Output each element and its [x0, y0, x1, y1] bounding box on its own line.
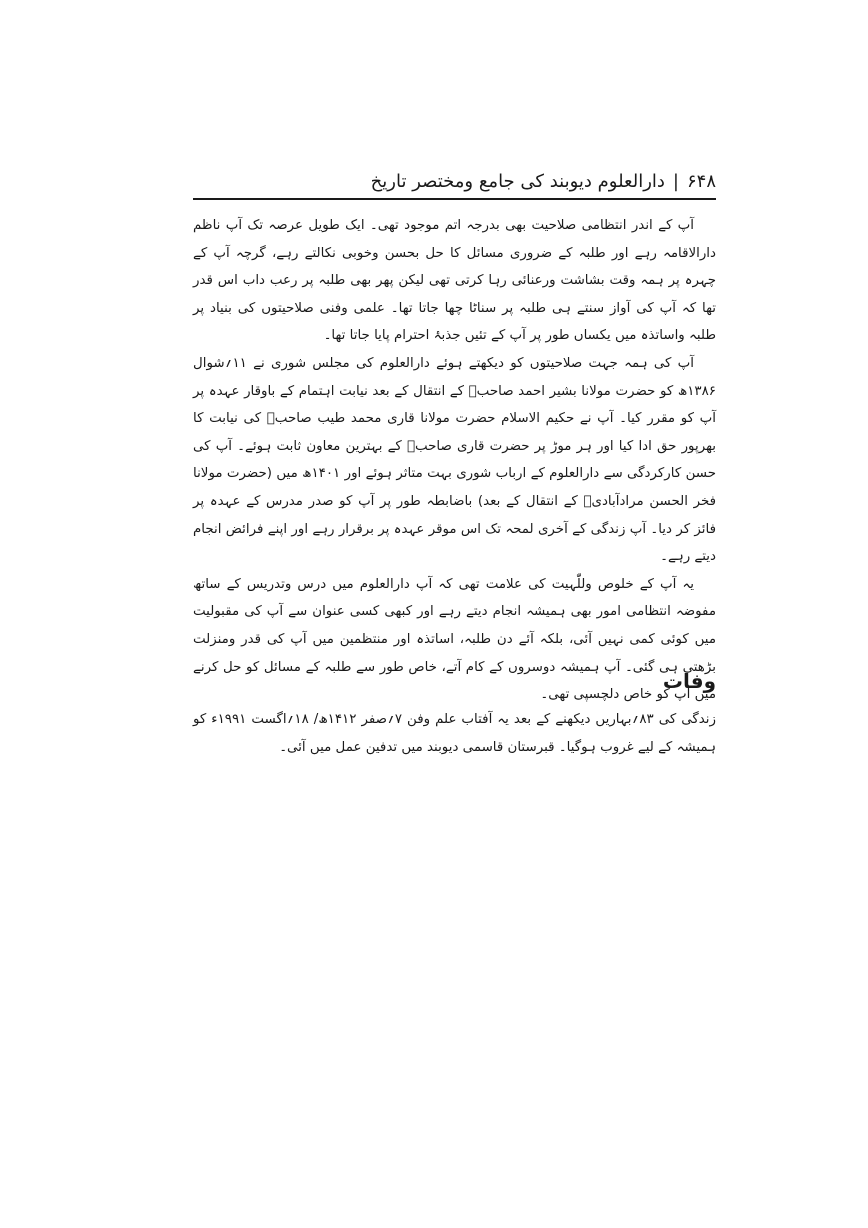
- running-header: [193, 166, 716, 196]
- header-rule: [193, 198, 716, 200]
- section-heading: وفات: [662, 669, 716, 693]
- paragraph: زندگی کی ۸۳؍بہاریں دیکھنے کے بعد یہ آفتاب علم وفن ۷؍صفر ۱۴۱۲ھ/ ۱۸؍اگست ۱۹۹۱ء کو ہمیشہ کے لیے غروب ہوگیا۔ قبرستان قاسمی دیوبند میں تدفین عمل میں آئی۔: [193, 712, 716, 755]
- paragraph: آپ کے اندر انتظامی صلاحیت بھی بدرجہ اتم موجود تھی۔ ایک طویل عرصہ تک آپ ناظم دارالاقامہ رہے اور طلبہ کے ضروری مسائل کا حل بحسن وخوبی نکالتے رہے، گرچہ آپ کے چہرہ پر ہمہ وقت بشاشت ورعنائی رہا کرتی تھی لیکن پھر بھی طلبہ پر رعب داب اس قدر تھا کہ آپ کی آواز سنتے ہی طلبہ پر سناٹا چھا جاتا تھا۔ علمی وفنی صلاحیتوں کی بنیاد پر طلبہ واساتذہ میں یکساں طور پر آپ کے تئیں جذبۂ احترام پایا جاتا تھا۔: [193, 218, 716, 344]
- section-body: [193, 706, 716, 761]
- page-number: ۶۴۸: [686, 170, 716, 192]
- paragraph: آپ کی ہمہ جہت صلاحیتوں کو دیکھتے ہوئے دارالعلوم کی مجلس شوری نے ۱۱؍شوال ۱۳۸۶ھ کو حضرت مولانا بشیر احمد صاحبؒ کے انتقال کے بعد نیابت اہتمام کے باوقار عہدہ پر آپ کو مقرر کیا۔ آپ نے حکیم الاسلام حضرت مولانا قاری محمد طیب صاحبؒ کی نیابت کا بھرپور حق ادا کیا اور ہر موڑ پر حضرت قاری صاحبؒ کے بہترین معاون ثابت ہوئے۔ آپ کی حسن کارکردگی سے دارالعلوم کے ارباب شوری بہت متاثر ہوئے اور ۱۴۰۱ھ میں (حضرت مولانا فخر الحسن مرادآبادیؒ کے انتقال کے بعد) باضابطہ طور پر آپ کو صدر مدرس کے عہدہ پر فائز کر دیا۔ آپ زندگی کے آخری لمحہ تک اس موقر عہدہ پر برقرار رہے اور اپنے فرائض انجام دیتے رہے۔: [193, 355, 716, 565]
- book-title: دارالعلوم دیوبند کی جامع ومختصر تاریخ: [370, 170, 665, 192]
- header-separator: |: [672, 170, 679, 192]
- paragraph: یہ آپ کے خلوص وللّٰہیت کی علامت تھی کہ آپ دارالعلوم میں درس وتدریس کے ساتھ مفوضہ انتظامی امور بھی ہمیشہ انجام دیتے رہے اور کبھی کسی عنوان سے آپ کی مقبولیت میں کوئی کمی نہیں آئی، بلکہ آئے دن طلبہ، اساتذہ اور منتظمین میں آپ کی قدر ومنزلت بڑھتی ہی گئی۔ آپ ہمیشہ دوسروں کے کام آتے، خاص طور سے طلبہ کے مسائل کو حل کرنے میں آپ کو خاص دلچسپی تھی۔: [193, 576, 716, 703]
- body-text: [193, 212, 716, 709]
